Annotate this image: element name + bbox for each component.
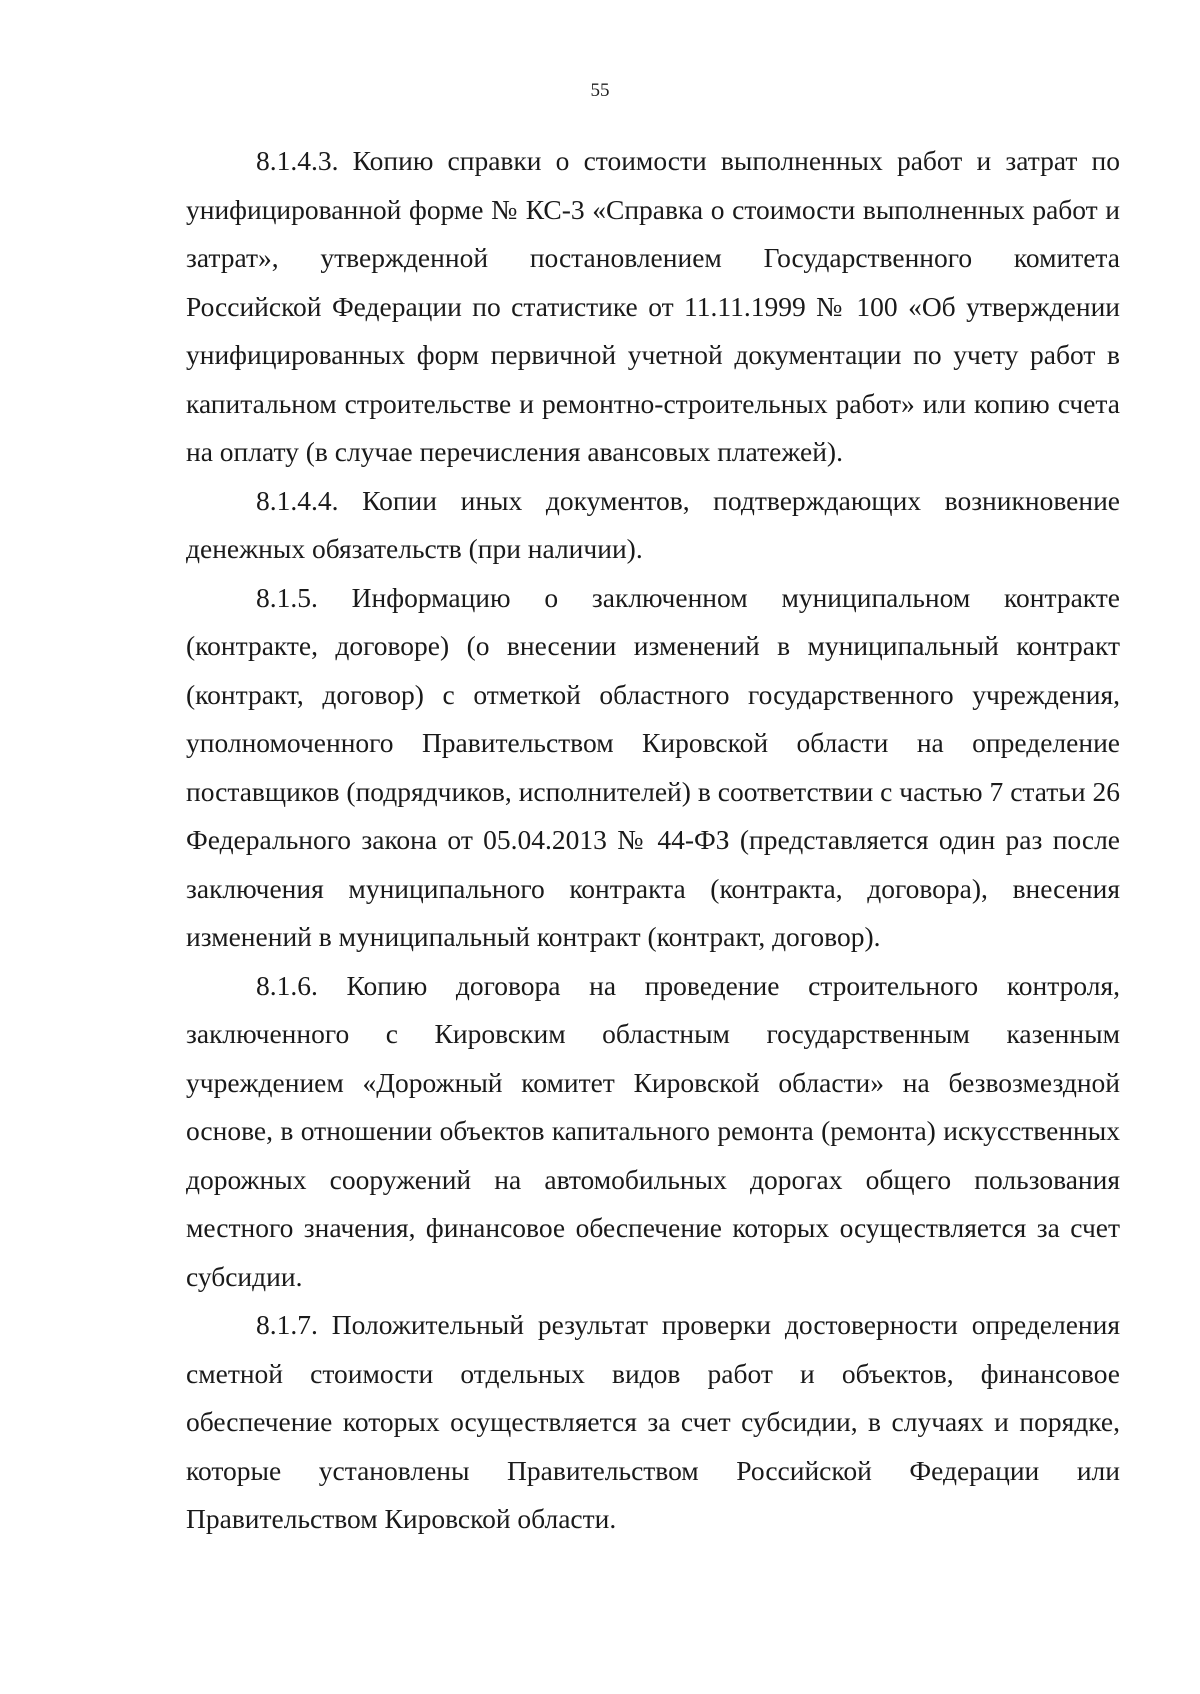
paragraph-8-1-4-3: 8.1.4.3. Копию справки о стоимости выполненных работ и затрат по унифицированной форме № КС-3 «Справка о стоимости выполненных работ и затрат», утвержденной постановлением Государственного комитета Российской Федерации по статистике от 11.11.1999 № 100 «Об утверждении унифицированных форм первичной учетной документации по учету работ в капитальном строительстве и ремонтно-строительных работ» или копию счета на оплату (в случае перечисления авансовых платежей). [186, 145, 1120, 467]
page-number: 55 [590, 80, 610, 101]
paragraph-8-1-6: 8.1.6. Копию договора на проведение строительного контроля, заключенного с Кировским областным государственным казенным учреждением «Дорожный комитет Кировской области» на безвозмездной основе, в отношении объектов капитального ремонта (ремонта) искусственных дорожных сооружений на автомобильных дорогах общего пользования местного значения, финансовое обеспечение которых осуществляется за счет субсидии. [186, 969, 1120, 1292]
paragraph-8-1-7: 8.1.7. Положительный результат проверки достоверности определения сметной стоимости отдельных видов работ и объектов, финансовое обеспечение которых осуществляется за счет субсидии, в случаях и порядке, которые установлены Правительством Российской Федерации или Правительством Кировской области. [186, 1309, 1120, 1534]
document-body [186, 137, 1120, 1544]
paragraph-8-1-5: 8.1.5. Информацию о заключенном муниципальном контракте (контракте, договоре) (о внесении изменений в муниципальный контракт (контракт, договор) с отметкой областного государственного учреждения, уполномоченного Правительством Кировской области на определение поставщиков (подрядчиков, исполнителей) в соответствии с частью 7 статьи 26 Федерального закона от 05.04.2013 № 44-ФЗ (представляется один раз после заключения муниципального контракта (контракта, договора), внесения изменений в муниципальный контракт (контракт, договор). [186, 581, 1120, 952]
paragraph-8-1-4-4: 8.1.4.4. Копии иных документов, подтверждающих возникновение денежных обязательств (при наличии). [186, 484, 1120, 564]
